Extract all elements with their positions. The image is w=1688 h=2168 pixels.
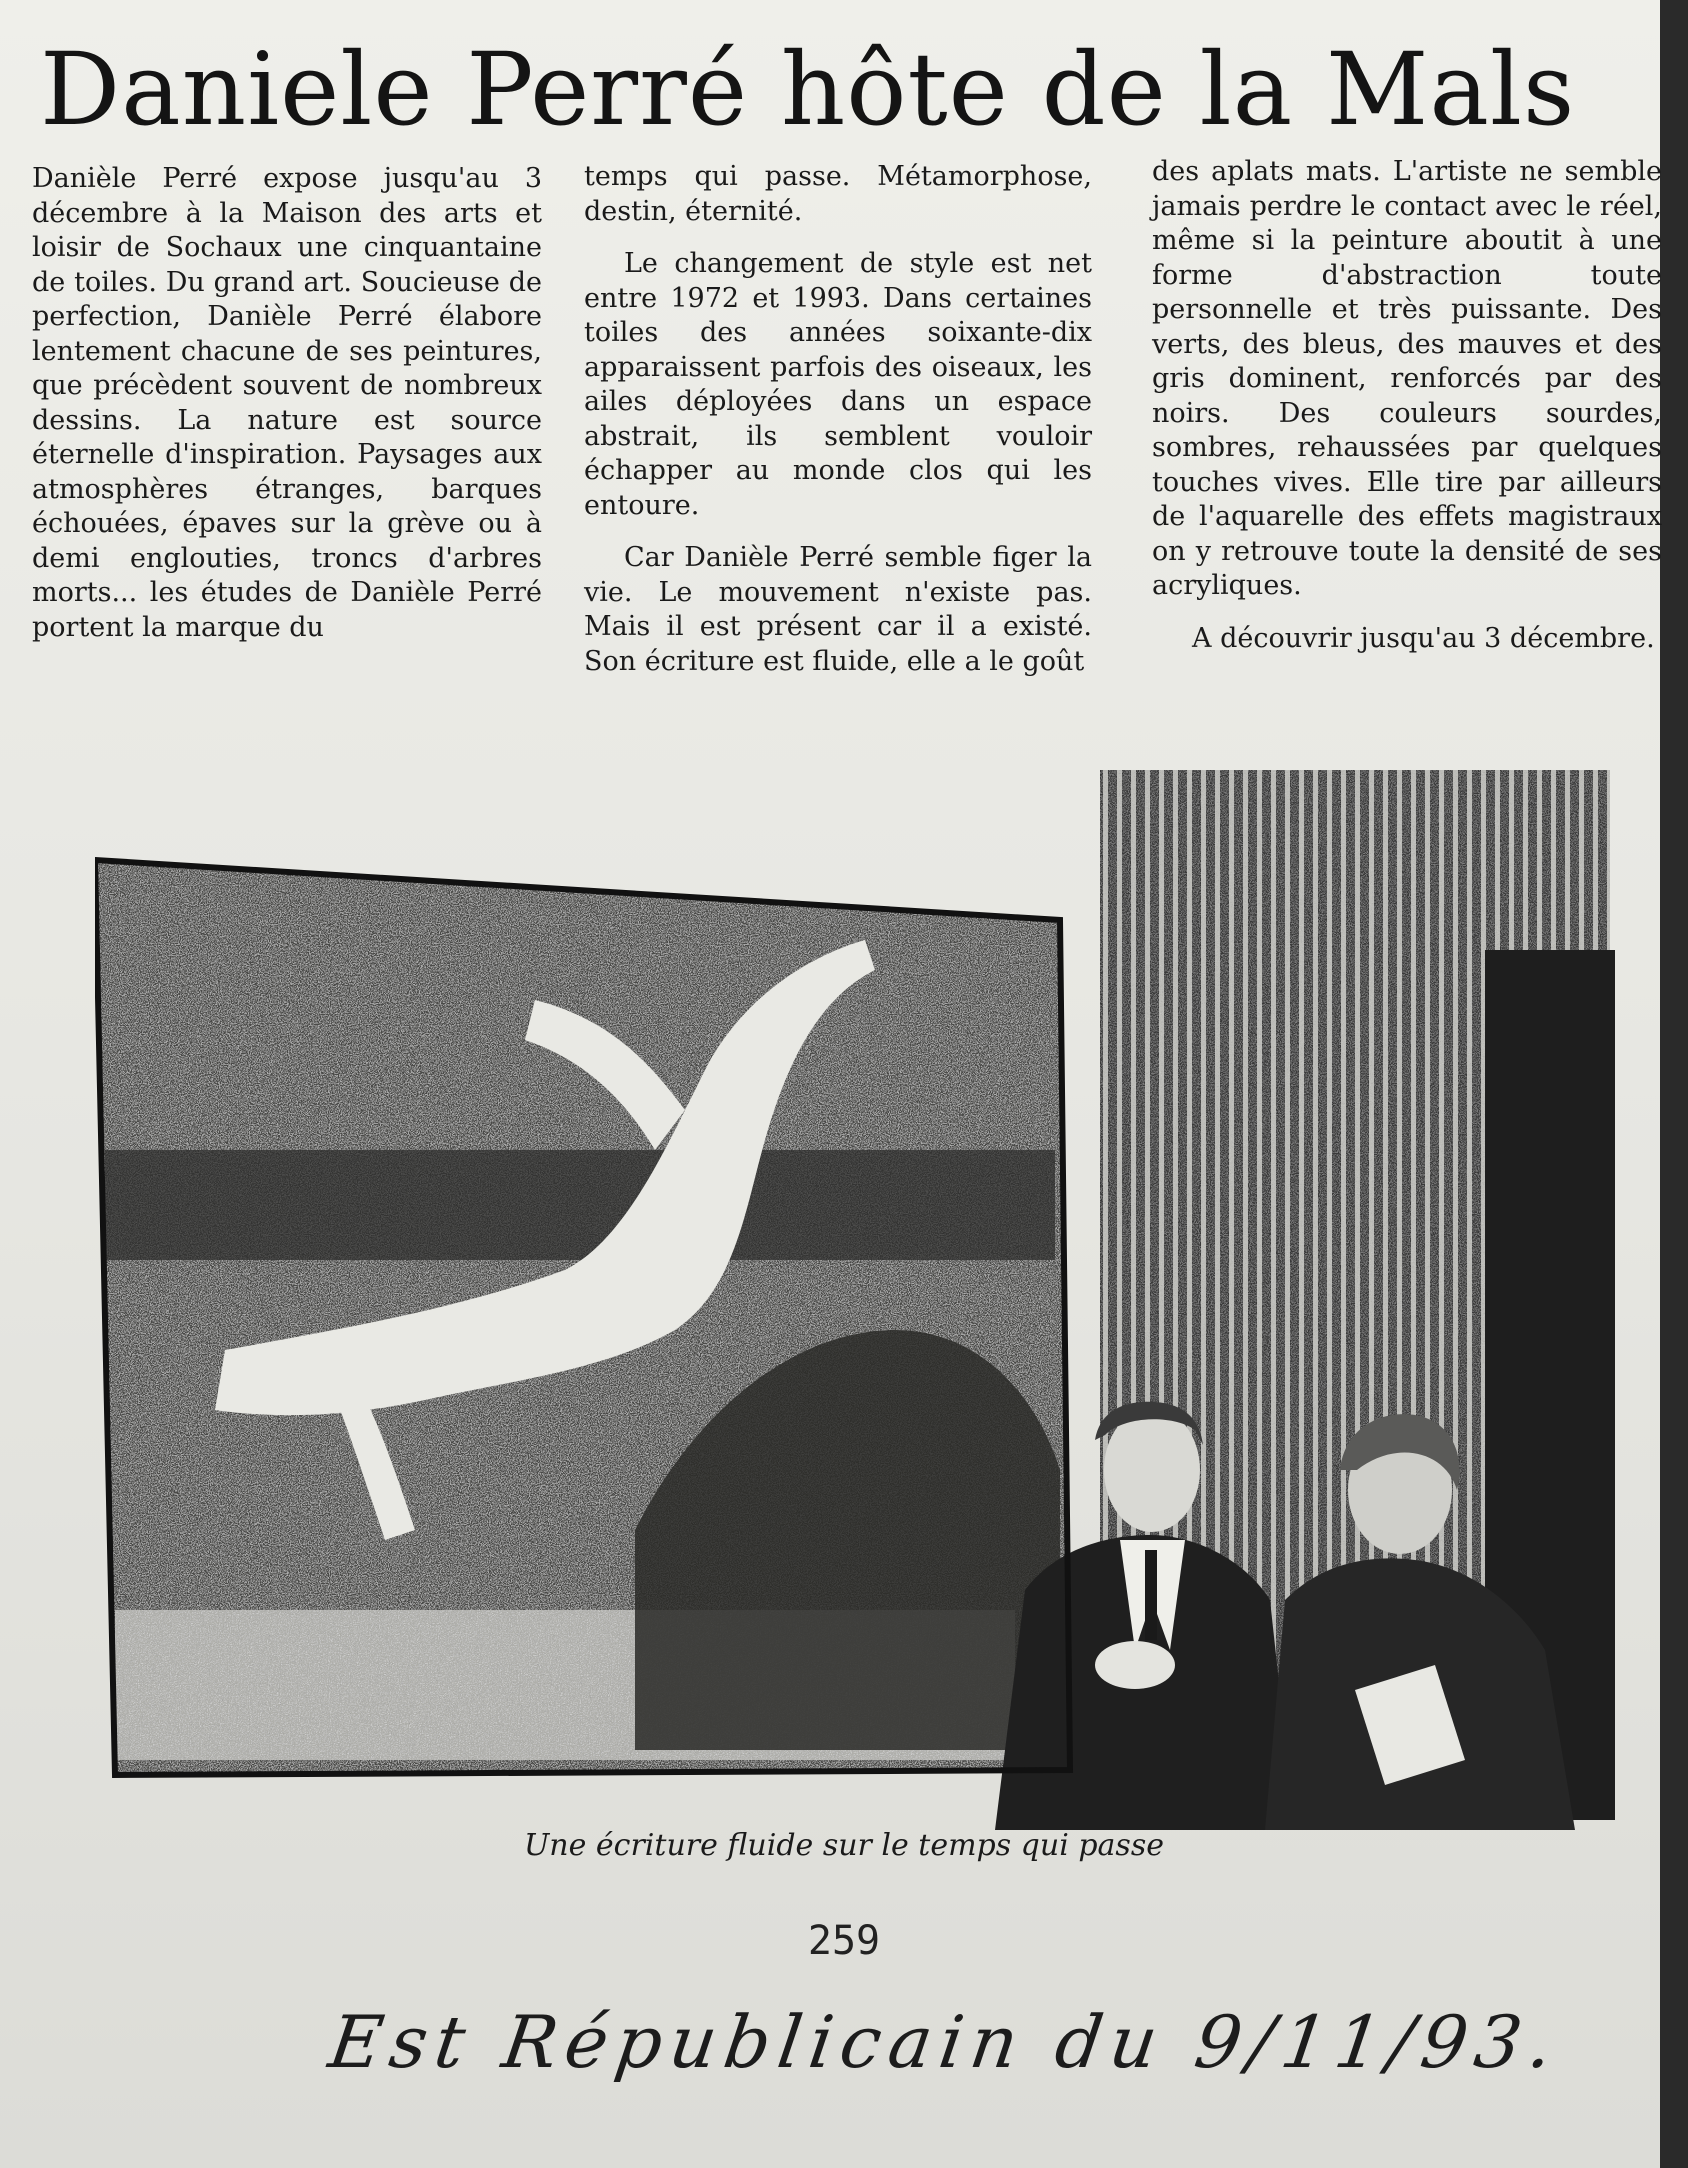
article-column-2: [584, 160, 1092, 697]
article-column-1: [32, 162, 542, 663]
paragraph: temps qui passe. Métamorphose, destin, éternité.: [584, 161, 1092, 227]
article-photo: [95, 770, 1645, 1830]
photo-image: [95, 770, 1645, 1830]
paragraph: Car Danièle Perré semble figer la vie. Le mouvement n'existe pas. Mais il est présent car il a existé. Son écriture est fluide, elle a le goût: [584, 542, 1092, 677]
article-column-3: [1152, 155, 1662, 674]
paragraph: Danièle Perré expose jusqu'au 3 décembre à la Maison des arts et loisir de Sochaux une cinquantaine de toiles. Du grand art. Soucieuse de perfection, Danièle Perré élabore lentement chacune de ses peintures, que précèdent souvent de nombreux dessins. La nature est source éternelle d'inspiration. Paysages aux atmosphères étranges, barques échouées, épaves sur la grève ou à demi englouties, troncs d'arbres morts... les études de Danièle Perré portent la marque du: [32, 163, 542, 643]
handwritten-source-note: Est Républicain du 9/11/93.: [324, 2000, 1566, 2084]
headline: Daniele Perré hôte de la Mals: [40, 31, 1576, 148]
photo-caption: Une écriture fluide sur le temps qui passe: [524, 1828, 1164, 1863]
paragraph: des aplats mats. L'artiste ne semble jamais perdre le contact avec le réel, même si la peinture aboutit à une forme d'abstraction toute personnelle et très puissante. Des verts, des bleus, des mauves et des gris dominent, renforcés par des noirs. Des couleurs sourdes, sombres, rehaussées par quelques touches vives. Elle tire par ailleurs de l'aquarelle des effets magistraux on y retrouve toute la densité de ses acryliques.: [1152, 156, 1662, 601]
paragraph: A découvrir jusqu'au 3 décembre.: [1192, 622, 1655, 654]
paragraph: Le changement de style est net entre 1972 et 1993. Dans certaines toiles des années soixante-dix apparaissent parfois des oiseaux, les ailes déployées dans un espace abstrait, ils semblent vouloir échapper au monde clos qui les entoure.: [584, 248, 1092, 521]
page-number: 259: [807, 1918, 881, 1964]
